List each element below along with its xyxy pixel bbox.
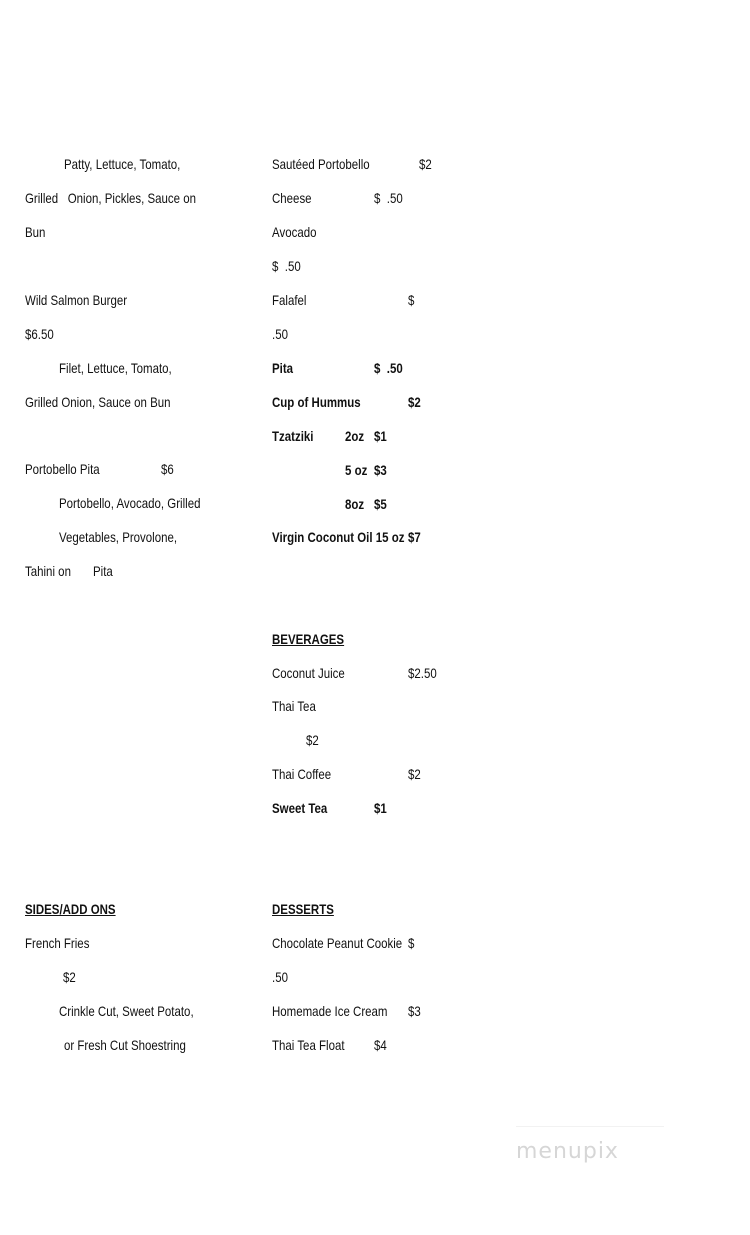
dessert-cookie-price: $ [408, 935, 415, 951]
addon-hummus-name: Cup of Hummus [272, 394, 361, 410]
french-fries-price: $2 [63, 969, 76, 985]
addon-tzatziki-name: Tzatziki [272, 428, 314, 444]
addon-falafel-name: Falafel [272, 292, 307, 308]
tzatziki-price: $5 [374, 496, 387, 512]
dessert-cookie-name: Chocolate Peanut Cookie [272, 935, 403, 951]
tzatziki-size: 2oz [345, 428, 365, 444]
portobello-pita-description-line: Pita [93, 563, 113, 579]
portobello-pita-name: Portobello Pita [25, 461, 100, 477]
addon-falafel-price: .50 [272, 326, 288, 342]
addon-cheese-name: Cheese [272, 190, 312, 206]
addon-avocado-price: $ .50 [272, 258, 301, 274]
addon-pita-name: Pita [272, 360, 294, 376]
addon-cheese-price: $ .50 [374, 190, 403, 206]
beverages-heading: BEVERAGES [272, 631, 345, 647]
addon-avocado-name: Avocado [272, 224, 317, 240]
dessert-ice-cream-name: Homemade Ice Cream [272, 1003, 388, 1019]
salmon-burger-description-line: Grilled Onion, Sauce on Bun [25, 394, 171, 410]
dessert-thai-tea-float-price: $4 [374, 1037, 387, 1053]
french-fries-description-line: or Fresh Cut Shoestring [64, 1037, 186, 1053]
french-fries-description-line: Crinkle Cut, Sweet Potato, [59, 1003, 194, 1019]
burger-description-line: Bun [25, 224, 46, 240]
addon-portobello-name: Sautéed Portobello [272, 156, 370, 172]
beverage-thai-tea-name: Thai Tea [272, 698, 316, 714]
portobello-pita-price: $6 [161, 461, 174, 477]
burger-description-line: Patty, Lettuce, Tomato, [64, 156, 181, 172]
burger-description-line: Grilled Onion, Pickles, Sauce on [25, 190, 197, 206]
addon-coconut-oil-price: $7 [408, 529, 421, 545]
dessert-ice-cream-price: $3 [408, 1003, 421, 1019]
sides-heading: SIDES/ADD ONS [25, 901, 116, 917]
addon-hummus-price: $2 [408, 394, 421, 410]
beverage-coconut-juice-name: Coconut Juice [272, 665, 345, 681]
salmon-burger-name: Wild Salmon Burger [25, 292, 128, 308]
menupix-watermark: menupix [516, 1126, 664, 1177]
tzatziki-size: 5 oz [345, 462, 368, 478]
beverage-thai-tea-price: $2 [306, 732, 319, 748]
addon-portobello-price: $2 [419, 156, 432, 172]
french-fries-name: French Fries [25, 935, 90, 951]
beverage-sweet-tea-price: $1 [374, 800, 387, 816]
desserts-heading: DESSERTS [272, 901, 334, 917]
addon-coconut-oil-name: Virgin Coconut Oil 15 oz [272, 529, 405, 545]
salmon-burger-description-line: Filet, Lettuce, Tomato, [59, 360, 172, 376]
portobello-pita-description-line: Portobello, Avocado, Grilled [59, 495, 201, 511]
beverage-thai-coffee-name: Thai Coffee [272, 766, 332, 782]
beverage-sweet-tea-name: Sweet Tea [272, 800, 328, 816]
beverage-thai-coffee-price: $2 [408, 766, 421, 782]
tzatziki-price: $1 [374, 428, 387, 444]
beverage-coconut-juice-price: $2.50 [408, 665, 437, 681]
tzatziki-price: $3 [374, 462, 387, 478]
addon-falafel-price: $ [408, 292, 415, 308]
portobello-pita-description-line: Tahini on [25, 563, 71, 579]
salmon-burger-price: $6.50 [25, 326, 54, 342]
addon-pita-price: $ .50 [374, 360, 403, 376]
dessert-cookie-price: .50 [272, 969, 288, 985]
portobello-pita-description-line: Vegetables, Provolone, [59, 529, 178, 545]
dessert-thai-tea-float-name: Thai Tea Float [272, 1037, 345, 1053]
tzatziki-size: 8oz [345, 496, 365, 512]
